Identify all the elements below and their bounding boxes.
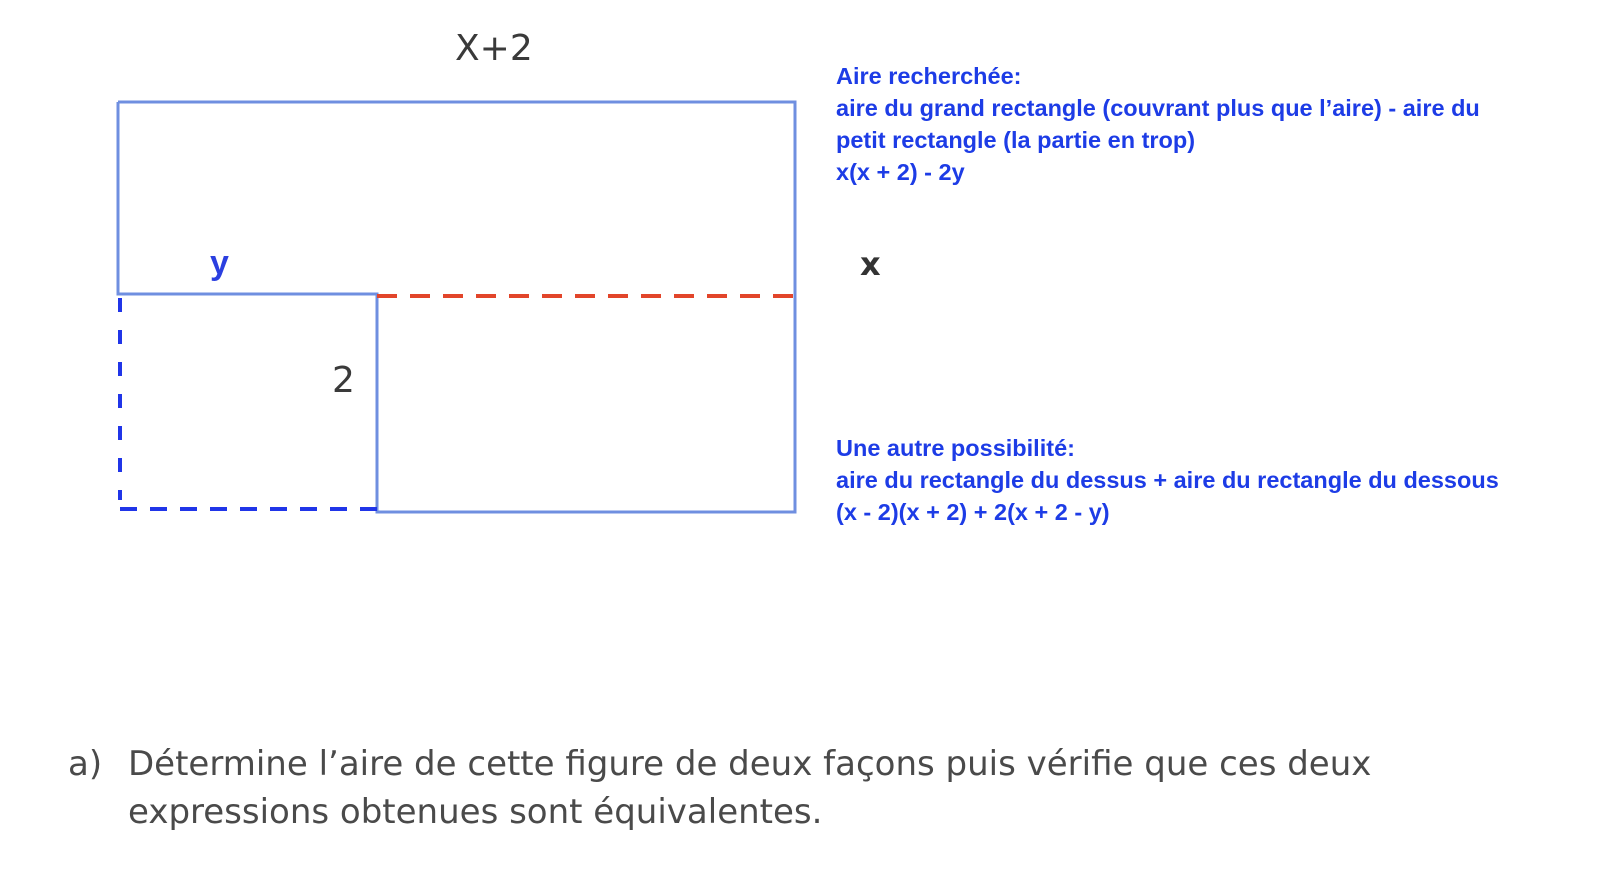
label-small-height: 2 xyxy=(332,360,355,401)
note-alternative xyxy=(836,432,1499,528)
note-primary-line1: aire du grand rectangle (couvrant plus que l’aire) - aire du xyxy=(836,95,1480,121)
note-primary-title: Aire recherchée: xyxy=(836,63,1022,89)
question-line2: expressions obtenues sont équivalentes. xyxy=(128,792,823,832)
note-alternative-line1: aire du rectangle du dessus + aire du rectangle du dessous xyxy=(836,467,1499,493)
label-right-height: x xyxy=(860,245,881,283)
note-primary-line2: petit rectangle (la partie en trop) xyxy=(836,127,1196,153)
label-small-width: y xyxy=(210,244,229,282)
question-a xyxy=(68,740,1371,836)
question-marker: a) xyxy=(68,744,103,784)
question-line1: Détermine l’aire de cette figure de deux façons puis vérifie que ces deux xyxy=(128,744,1372,784)
note-alternative-title: Une autre possibilité: xyxy=(836,435,1075,461)
note-primary xyxy=(836,60,1480,188)
note-alternative-expression: (x - 2)(x + 2) + 2(x + 2 - y) xyxy=(836,499,1110,525)
label-top-width: X+2 xyxy=(455,28,533,69)
note-primary-expression: x(x + 2) - 2y xyxy=(836,159,965,185)
question-body xyxy=(128,740,1371,836)
figure-outline xyxy=(118,102,795,512)
